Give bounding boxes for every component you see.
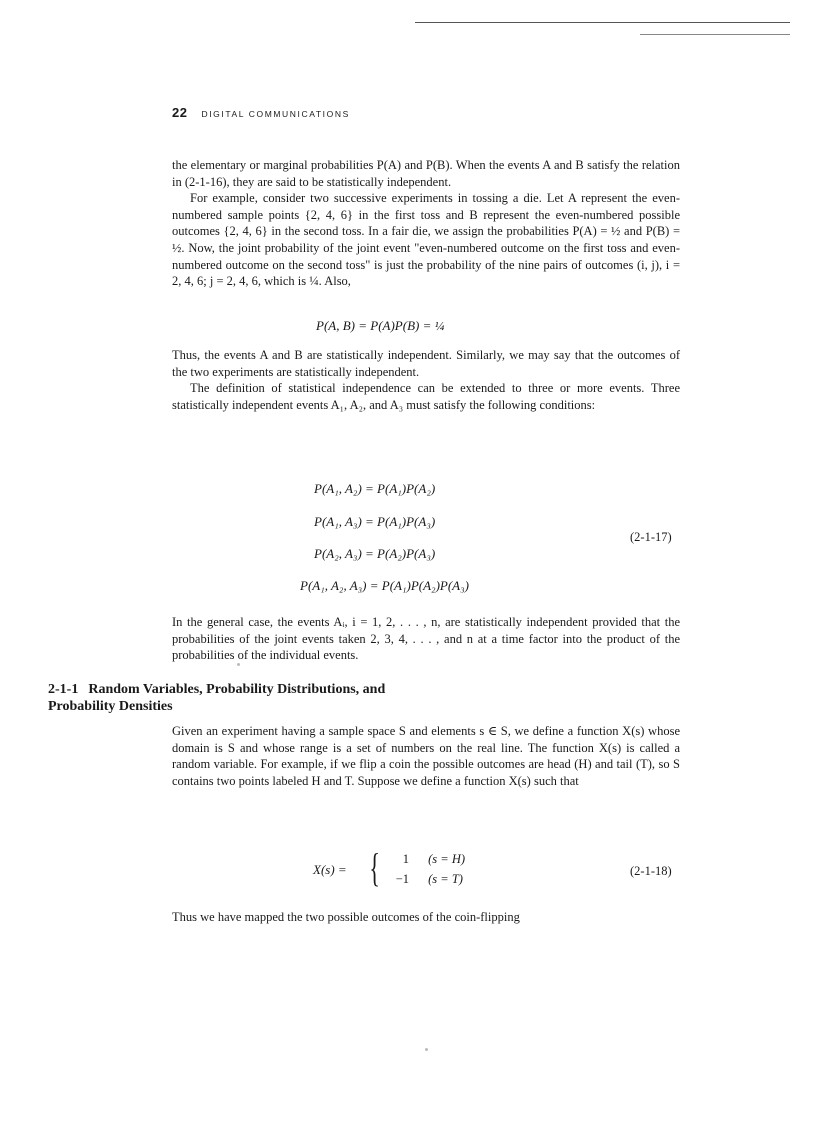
paragraph-group-5 bbox=[172, 909, 680, 926]
case1-value: 1 bbox=[402, 852, 409, 866]
equation-2-1-18-case2 bbox=[385, 872, 463, 887]
case2-condition: (s = T) bbox=[428, 872, 463, 886]
brace-icon: { bbox=[369, 845, 380, 890]
paragraph-group-3 bbox=[172, 614, 680, 664]
equation-2-1-17-line4: P(A₁, A₂, A₃) = P(A₁)P(A₂)P(A₃) bbox=[300, 578, 469, 593]
top-rule bbox=[415, 22, 790, 23]
running-head: DIGITAL COMMUNICATIONS bbox=[201, 109, 350, 119]
paragraph-independent: Thus, the events A and B are statistically independent. Similarly, we may say that the outcomes of the two experiments are statistically independent. bbox=[172, 348, 680, 379]
paragraph-group-2 bbox=[172, 347, 680, 413]
equation-2-1-18-case1 bbox=[385, 852, 465, 867]
equation-2-1-17-line2: P(A₁, A₃) = P(A₁)P(A₃) bbox=[314, 514, 436, 529]
section-number: 2-1-1 bbox=[48, 682, 79, 697]
scan-speck bbox=[237, 663, 240, 666]
paragraph-group-4 bbox=[172, 723, 680, 789]
equation-2-1-18-lhs: X(s) = bbox=[313, 862, 347, 877]
case1-condition: (s = H) bbox=[428, 852, 466, 866]
paragraph-general-case: In the general case, the events Aᵢ, i = 1, 2, . . . , n, are statistically independent provided that the probabilities of the joint events taken 2, 3, 4, . . . , and n at a time factor into the product of the probabilities of the individual events. bbox=[172, 615, 680, 663]
section-title-line2: Probability Densities bbox=[48, 699, 173, 714]
equation-number-2-1-17: (2-1-17) bbox=[630, 530, 672, 544]
section-heading bbox=[48, 681, 385, 715]
paragraph-die-example: For example, consider two successive experiments in tossing a die. Let A represent the even-numbered sample points {2, 4, 6} in the first toss and B represent the even-numbered possible outcomes {2, 4, 6} in the second toss. In a fair die, we assign the probabilities P(A) = ½ and P(B) = ½. Now, the joint probability of the joint event "even-numbered outcome on the first toss and even-numbered outcome on the second toss" is just the probability of the nine pairs of outcomes (i, j), i = 2, 4, 6; j = 2, 4, 6, which is ¼. Also, bbox=[172, 191, 680, 289]
paragraph-random-variable: Given an experiment having a sample space S and elements s ∈ S, we define a function X(s) whose domain is S and whose range is a set of numbers on the real line. The function X(s) is called a random variable. For example, if we flip a coin the possible outcomes are head (H) and tail (T), so S contains two points labeled H and T. Suppose we define a function X(s) such that bbox=[172, 724, 680, 788]
section-title-line1: Random Variables, Probability Distributions, and bbox=[88, 682, 386, 697]
equation-pab: P(A, B) = P(A)P(B) = ¼ bbox=[316, 318, 445, 333]
page-number: 22 bbox=[172, 105, 188, 120]
page-header bbox=[172, 104, 350, 122]
paragraph-coin-mapping: Thus we have mapped the two possible outcomes of the coin-flipping bbox=[172, 910, 520, 924]
paragraph-three-events: The definition of statistical independence can be extended to three or more events. Three statistically independent events A₁, A₂, and A₃ must satisfy the following conditions: bbox=[172, 381, 680, 412]
scan-speck-bottom bbox=[425, 1048, 428, 1051]
case2-value: −1 bbox=[395, 872, 409, 886]
paragraph-group-1 bbox=[172, 157, 680, 290]
top-rule-secondary bbox=[640, 34, 790, 35]
equation-2-1-17-line3: P(A₂, A₃) = P(A₂)P(A₃) bbox=[314, 546, 436, 561]
paragraph-marginal: the elementary or marginal probabilities P(A) and P(B). When the events A and B satisfy the relation in (2-1-16), they are said to be statistically independent. bbox=[172, 158, 680, 189]
equation-2-1-17-line1: P(A₁, A₂) = P(A₁)P(A₂) bbox=[314, 481, 436, 496]
equation-number-2-1-18: (2-1-18) bbox=[630, 864, 672, 878]
